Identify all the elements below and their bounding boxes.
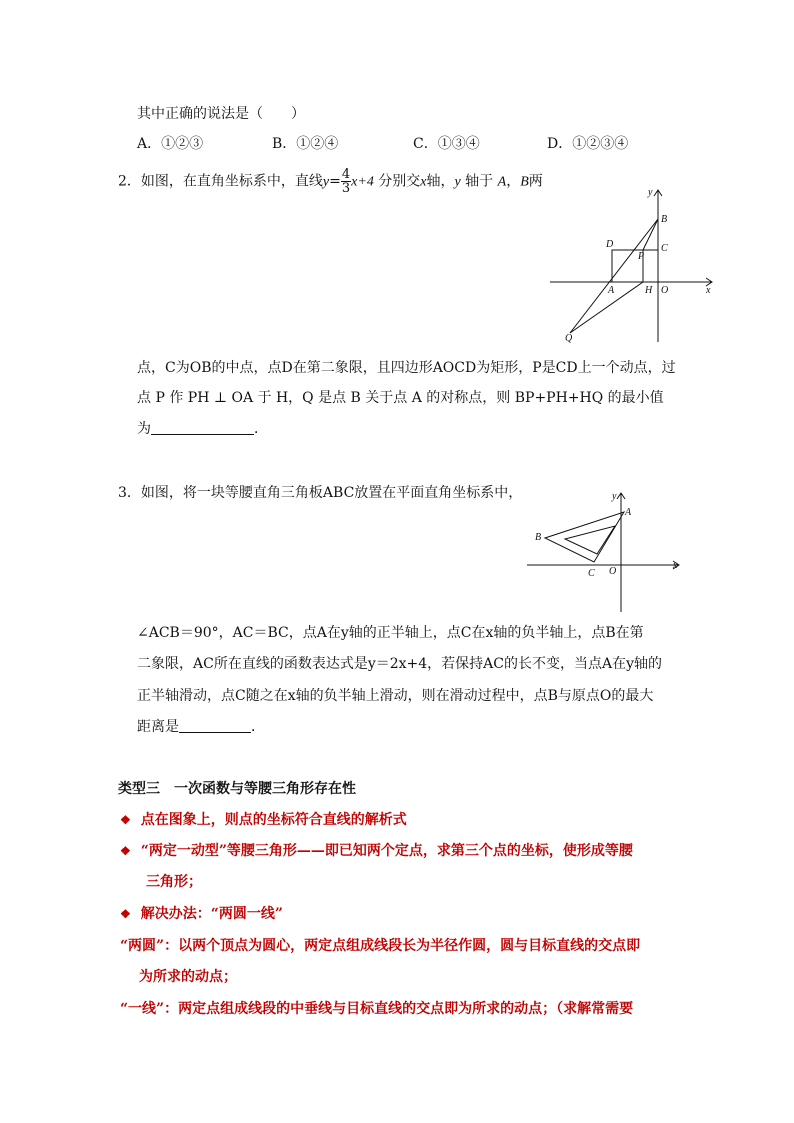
q1-option-d: D．①②③④ bbox=[547, 136, 629, 152]
q3-label-c: C bbox=[588, 568, 595, 579]
q3-line1: 3．如图，将一块等腰直角三角板ABC放置在平面直角坐标系中， bbox=[118, 485, 523, 501]
q3-label-o: O bbox=[609, 566, 617, 577]
q3-line2: ∠ACB＝90°，AC＝BC，点A在y轴的正半轴上，点C在x轴的负半轴上，点B在第 bbox=[137, 625, 644, 641]
q3-line4: 正半轴滑动，点C随之在x轴的负半轴上滑动，则在滑动过程中，点B与原点O的最大 bbox=[137, 688, 654, 704]
q1-option-a: A．①②③ bbox=[137, 136, 204, 152]
q2-label-h: H bbox=[645, 285, 653, 296]
q2-label-q: Q bbox=[565, 333, 573, 344]
q2-label-c: C bbox=[661, 243, 668, 254]
q2-label-b: B bbox=[661, 214, 668, 225]
bullet-2: ❖ “两定一动型”等腰三角形——即已知两个定点，求第三个点的坐标，使形成等腰 bbox=[120, 843, 633, 859]
bullet-2-continued: 三角形； bbox=[146, 874, 202, 890]
q2-segment-bq bbox=[570, 219, 658, 333]
diamond-bullet-icon: ❖ bbox=[120, 907, 131, 921]
q2-line1: 2．如图，在直角坐标系中，直线y= $\frac{4}{3}$ x+4 分别交x轴，y 轴于 A，B两 bbox=[118, 167, 543, 196]
q2-answer-blank bbox=[151, 420, 254, 435]
one-line-line1: “一线”：两定点组成线段的中垂线与目标直线的交点即为所求的动点；（求解常需要 bbox=[120, 1001, 634, 1017]
q3-triangle-outer bbox=[545, 512, 624, 562]
q1-option-b: B．①②④ bbox=[272, 136, 339, 152]
q2-line4: 为 ． bbox=[137, 421, 268, 437]
section-heading: 类型三 一次函数与等腰三角形存在性 bbox=[118, 781, 356, 797]
diamond-bullet-icon: ❖ bbox=[120, 813, 131, 827]
two-circles-line1: “两圆”：以两个顶点为圆心，两定点组成线段长为半径作圆，圆与目标直线的交点即 bbox=[120, 938, 641, 954]
q1-stem: 其中正确的说法是（ ） bbox=[137, 106, 305, 122]
q2-label-a: A bbox=[608, 285, 615, 296]
diamond-bullet-icon: ❖ bbox=[120, 844, 131, 858]
q3-label-x: x bbox=[673, 560, 678, 571]
q2-figure bbox=[550, 185, 715, 345]
two-circles-line2: 为所求的动点； bbox=[139, 969, 237, 985]
q3-figure bbox=[527, 490, 687, 615]
q2-fraction: $\frac{4}{3}$ bbox=[341, 167, 351, 196]
q2-label-d: D bbox=[606, 239, 614, 250]
q3-line3: 二象限，AC所在直线的函数表达式是y＝2x+4，若保持AC的长不变，当点A在y轴的 bbox=[137, 656, 663, 672]
q1-option-c: C．①③④ bbox=[413, 136, 480, 152]
q2-line3: 点 P 作 PH ⊥ OA 于 H，Q 是点 B 关于点 A 的对称点，则 BP+PH+HQ 的最小值 bbox=[137, 390, 664, 406]
q3-label-a: A bbox=[625, 507, 632, 518]
q2-segment-hq bbox=[570, 282, 643, 333]
q2-label-p: P bbox=[638, 251, 645, 262]
q2-label-o: O bbox=[661, 285, 669, 296]
q2-rectangle-aocd bbox=[612, 250, 658, 282]
q2-line2: 点，C为OB的中点，点D在第二象限，且四边形AOCD为矩形，P是CD上一个动点，过 bbox=[137, 360, 676, 376]
bullet-1: ❖ 点在图象上，则点的坐标符合直线的解析式 bbox=[120, 812, 407, 828]
q3-label-y: y bbox=[612, 491, 617, 502]
bullet-3: ❖ 解决办法：“两圆一线” bbox=[120, 906, 283, 922]
q3-label-b: B bbox=[535, 532, 542, 543]
q2-label-x: x bbox=[706, 285, 711, 296]
q2-segment-bp bbox=[643, 219, 658, 250]
q2-label-y: y bbox=[648, 187, 653, 198]
q3-answer-blank bbox=[179, 718, 251, 733]
q3-line5: 距离是 ． bbox=[137, 719, 265, 735]
